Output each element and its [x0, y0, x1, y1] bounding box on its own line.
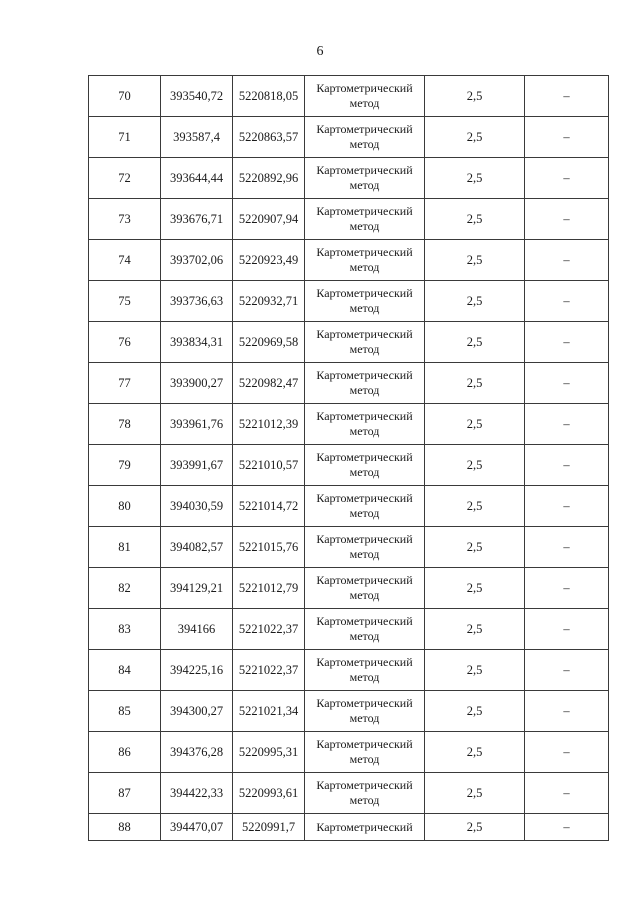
x-coordinate-cell: 394376,28	[161, 732, 233, 773]
y-coordinate-cell: 5221021,34	[233, 691, 305, 732]
note-cell: –	[525, 568, 609, 609]
table-row	[89, 568, 609, 609]
y-coordinate-cell: 5220932,71	[233, 281, 305, 322]
point-number-cell: 81	[89, 527, 161, 568]
note-cell: –	[525, 199, 609, 240]
accuracy-cell: 2,5	[425, 322, 525, 363]
table-row	[89, 691, 609, 732]
note-cell: –	[525, 158, 609, 199]
x-coordinate-cell: 393736,63	[161, 281, 233, 322]
x-coordinate-cell: 393587,4	[161, 117, 233, 158]
table-row	[89, 76, 609, 117]
method-cell: Картометрический метод	[305, 404, 425, 445]
note-cell: –	[525, 773, 609, 814]
accuracy-cell: 2,5	[425, 691, 525, 732]
method-cell: Картометрический метод	[305, 158, 425, 199]
x-coordinate-cell: 393834,31	[161, 322, 233, 363]
table-row	[89, 281, 609, 322]
y-coordinate-cell: 5220982,47	[233, 363, 305, 404]
method-cell: Картометрический метод	[305, 568, 425, 609]
point-number-cell: 86	[89, 732, 161, 773]
table-row	[89, 773, 609, 814]
point-number-cell: 79	[89, 445, 161, 486]
accuracy-cell: 2,5	[425, 240, 525, 281]
table-row	[89, 363, 609, 404]
point-number-cell: 82	[89, 568, 161, 609]
y-coordinate-cell: 5220863,57	[233, 117, 305, 158]
accuracy-cell: 2,5	[425, 158, 525, 199]
method-cell: Картометрический метод	[305, 650, 425, 691]
y-coordinate-cell: 5221022,37	[233, 650, 305, 691]
method-cell: Картометрический метод	[305, 732, 425, 773]
table-row	[89, 486, 609, 527]
y-coordinate-cell: 5220892,96	[233, 158, 305, 199]
note-cell: –	[525, 527, 609, 568]
x-coordinate-cell: 394082,57	[161, 527, 233, 568]
table-row	[89, 199, 609, 240]
x-coordinate-cell: 393991,67	[161, 445, 233, 486]
x-coordinate-cell: 393676,71	[161, 199, 233, 240]
accuracy-cell: 2,5	[425, 363, 525, 404]
y-coordinate-cell: 5220818,05	[233, 76, 305, 117]
accuracy-cell: 2,5	[425, 486, 525, 527]
x-coordinate-cell: 394030,59	[161, 486, 233, 527]
note-cell: –	[525, 240, 609, 281]
point-number-cell: 80	[89, 486, 161, 527]
accuracy-cell: 2,5	[425, 650, 525, 691]
method-cell: Картометрический метод	[305, 527, 425, 568]
point-number-cell: 78	[89, 404, 161, 445]
note-cell: –	[525, 691, 609, 732]
point-number-cell: 71	[89, 117, 161, 158]
y-coordinate-cell: 5220995,31	[233, 732, 305, 773]
x-coordinate-cell: 393961,76	[161, 404, 233, 445]
x-coordinate-cell: 393900,27	[161, 363, 233, 404]
x-coordinate-cell: 394166	[161, 609, 233, 650]
point-number-cell: 83	[89, 609, 161, 650]
note-cell: –	[525, 322, 609, 363]
point-number-cell: 77	[89, 363, 161, 404]
x-coordinate-cell: 393702,06	[161, 240, 233, 281]
page-number: 6	[316, 44, 324, 59]
x-coordinate-cell: 393644,44	[161, 158, 233, 199]
accuracy-cell: 2,5	[425, 117, 525, 158]
point-number-cell: 84	[89, 650, 161, 691]
note-cell: –	[525, 363, 609, 404]
note-cell: –	[525, 650, 609, 691]
y-coordinate-cell: 5221022,37	[233, 609, 305, 650]
table-row	[89, 814, 609, 841]
y-coordinate-cell: 5221010,57	[233, 445, 305, 486]
table-row	[89, 240, 609, 281]
accuracy-cell: 2,5	[425, 609, 525, 650]
coordinates-table	[88, 75, 609, 841]
x-coordinate-cell: 394422,33	[161, 773, 233, 814]
method-cell: Картометрический метод	[305, 281, 425, 322]
method-cell: Картометрический метод	[305, 609, 425, 650]
method-cell: Картометрический метод	[305, 240, 425, 281]
point-number-cell: 75	[89, 281, 161, 322]
accuracy-cell: 2,5	[425, 814, 525, 841]
note-cell: –	[525, 117, 609, 158]
note-cell: –	[525, 281, 609, 322]
accuracy-cell: 2,5	[425, 568, 525, 609]
y-coordinate-cell: 5220991,7	[233, 814, 305, 841]
point-number-cell: 74	[89, 240, 161, 281]
method-cell: Картометрический метод	[305, 322, 425, 363]
table-row	[89, 404, 609, 445]
y-coordinate-cell: 5221015,76	[233, 527, 305, 568]
point-number-cell: 72	[89, 158, 161, 199]
y-coordinate-cell: 5221012,79	[233, 568, 305, 609]
y-coordinate-cell: 5220907,94	[233, 199, 305, 240]
note-cell: –	[525, 732, 609, 773]
x-coordinate-cell: 393540,72	[161, 76, 233, 117]
method-cell: Картометрический	[305, 814, 425, 841]
coordinates-table-body	[89, 76, 609, 841]
y-coordinate-cell: 5220993,61	[233, 773, 305, 814]
y-coordinate-cell: 5220969,58	[233, 322, 305, 363]
x-coordinate-cell: 394300,27	[161, 691, 233, 732]
point-number-cell: 70	[89, 76, 161, 117]
method-cell: Картометрический метод	[305, 691, 425, 732]
method-cell: Картометрический метод	[305, 363, 425, 404]
point-number-cell: 85	[89, 691, 161, 732]
method-cell: Картометрический метод	[305, 445, 425, 486]
table-row	[89, 445, 609, 486]
note-cell: –	[525, 76, 609, 117]
method-cell: Картометрический метод	[305, 76, 425, 117]
method-cell: Картометрический метод	[305, 199, 425, 240]
accuracy-cell: 2,5	[425, 281, 525, 322]
x-coordinate-cell: 394470,07	[161, 814, 233, 841]
accuracy-cell: 2,5	[425, 199, 525, 240]
y-coordinate-cell: 5221014,72	[233, 486, 305, 527]
accuracy-cell: 2,5	[425, 527, 525, 568]
note-cell: –	[525, 445, 609, 486]
note-cell: –	[525, 814, 609, 841]
y-coordinate-cell: 5220923,49	[233, 240, 305, 281]
point-number-cell: 88	[89, 814, 161, 841]
y-coordinate-cell: 5221012,39	[233, 404, 305, 445]
method-cell: Картометрический метод	[305, 773, 425, 814]
table-row	[89, 527, 609, 568]
accuracy-cell: 2,5	[425, 404, 525, 445]
table-row	[89, 117, 609, 158]
x-coordinate-cell: 394129,21	[161, 568, 233, 609]
table-row	[89, 158, 609, 199]
method-cell: Картометрический метод	[305, 117, 425, 158]
method-cell: Картометрический метод	[305, 486, 425, 527]
point-number-cell: 87	[89, 773, 161, 814]
table-row	[89, 609, 609, 650]
accuracy-cell: 2,5	[425, 445, 525, 486]
table-row	[89, 732, 609, 773]
note-cell: –	[525, 486, 609, 527]
x-coordinate-cell: 394225,16	[161, 650, 233, 691]
note-cell: –	[525, 404, 609, 445]
accuracy-cell: 2,5	[425, 773, 525, 814]
table-row	[89, 322, 609, 363]
table-row	[89, 650, 609, 691]
point-number-cell: 73	[89, 199, 161, 240]
point-number-cell: 76	[89, 322, 161, 363]
accuracy-cell: 2,5	[425, 732, 525, 773]
note-cell: –	[525, 609, 609, 650]
accuracy-cell: 2,5	[425, 76, 525, 117]
